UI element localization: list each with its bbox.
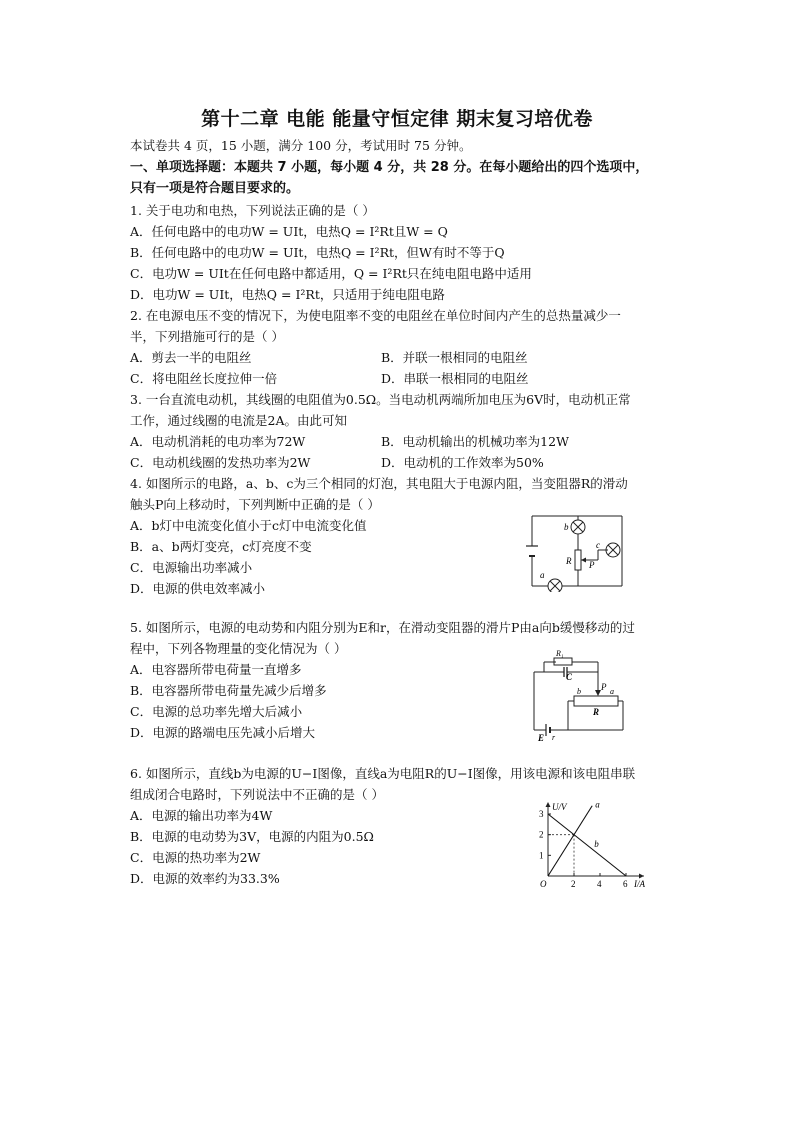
q3-option-a: A．电动机消耗的电功率为72W xyxy=(130,434,306,449)
q5-stem-line1: 5. 如图所示，电源的电动势和内阻分别为E和r，在滑动变阻器的滑片P由a向b缓慢移动的过 xyxy=(130,620,635,635)
q3-stem-line1: 3. 一台直流电动机，其线圈的电阻值为0.5Ω。当电动机两端所加电压为6V时，电动机正常 xyxy=(130,392,631,407)
q2-option-d: D．串联一根相同的电阻丝 xyxy=(381,371,529,386)
q6-option-b: B．电源的电动势为3V，电源的内阻为0.5Ω xyxy=(130,829,374,844)
fig5-label-E: E xyxy=(538,733,545,742)
x-tick-label: 2 xyxy=(571,879,576,889)
fig5-label-P: P xyxy=(601,682,607,692)
q1-stem: 1. 关于电功和电热，下列说法正确的是（ ） xyxy=(130,203,375,218)
y-axis-arrow xyxy=(546,802,551,807)
q2-option-b: B．并联一根相同的电阻丝 xyxy=(381,350,528,365)
section-heading-line1: 一、单项选择题：本题共 7 小题，每小题 4 分，共 28 分。在每小题给出的四个选项中， xyxy=(130,160,649,175)
q6-option-c: C．电源的热功率为2W xyxy=(130,850,261,865)
x-tick-label: 6 xyxy=(623,879,628,889)
series-label-a: a xyxy=(595,799,600,810)
q5-option-b: B．电容器所带电荷量先减少后增多 xyxy=(130,683,327,698)
q3-stem-line2: 工作，通过线圈的电流是2A。由此可知 xyxy=(130,413,347,428)
series-line-a xyxy=(548,806,592,876)
q2-option-c: C．将电阻丝长度拉伸一倍 xyxy=(130,371,278,386)
origin-label: O xyxy=(540,879,547,889)
q6-ui-chart xyxy=(532,798,654,890)
y-axis-label: U/V xyxy=(552,802,567,812)
q1-option-d: D．电功W = UIt，电热Q = I²Rt，只适用于纯电阻电路 xyxy=(130,287,445,302)
q6-stem-line2: 组成闭合电路时，下列说法中不正确的是（ ） xyxy=(130,787,384,802)
fig4-label-c: c xyxy=(596,540,600,550)
q5-option-c: C．电源的总功率先增大后减小 xyxy=(130,704,303,719)
fig5-label-R1: R₁ xyxy=(556,650,564,658)
y-tick-label: 2 xyxy=(539,829,544,840)
fig4-label-R: R xyxy=(566,556,572,566)
fig4-label-a: a xyxy=(540,570,545,580)
fig4-label-P: P xyxy=(589,560,595,570)
fig5-label-R: R xyxy=(593,707,600,717)
y-tick-label: 3 xyxy=(539,809,544,819)
q4-circuit-diagram xyxy=(518,510,633,592)
q2-stem-line2: 半，下列措施可行的是（ ） xyxy=(130,329,284,344)
fig4-label-b: b xyxy=(564,522,569,532)
q6-option-a: A．电源的输出功率为4W xyxy=(130,808,273,823)
q5-circuit-diagram xyxy=(528,650,628,742)
series-line-b xyxy=(548,814,626,876)
q4-option-a: A．b灯中电流变化值小于c灯中电流变化值 xyxy=(130,518,367,533)
x-axis-arrow xyxy=(639,874,644,879)
fig5-label-C: C xyxy=(566,672,573,682)
q1-option-a: A．任何电路中的电功W = UIt，电热Q = I²Rt且W = Q xyxy=(130,224,448,239)
q4-option-d: D．电源的供电效率减小 xyxy=(130,581,266,596)
q3-option-b: B．电动机输出的机械功率为12W xyxy=(381,434,569,449)
q5-option-d: D．电源的路端电压先减小后增大 xyxy=(130,725,316,740)
q5-stem-line2: 程中，下列各物理量的变化情况为（ ） xyxy=(130,641,347,656)
page-title: 第十二章 电能 能量守恒定律 期末复习培优卷 xyxy=(201,108,593,130)
q4-stem-line2: 触头P向上移动时，下列判断中正确的是（ ） xyxy=(130,497,380,512)
section-heading-line2: 只有一项是符合题目要求的。 xyxy=(130,181,300,196)
x-axis-label: I/A xyxy=(634,879,645,889)
exam-intro: 本试卷共 4 页，15 小题，满分 100 分，考试用时 75 分钟。 xyxy=(130,138,472,153)
y-tick-label: 1 xyxy=(539,850,544,861)
q4-stem-line1: 4. 如图所示的电路，a、b、c为三个相同的灯泡，其电阻大于电源内阻，当变阻器R的滑动 xyxy=(130,476,628,491)
q6-stem-line1: 6. 如图所示，直线b为电源的U−I图像，直线a为电阻R的U−I图像，用该电源和该电阻串联 xyxy=(130,766,636,781)
series-label-b: b xyxy=(594,838,599,849)
q1-option-c: C．电功W = UIt在任何电路中都适用，Q = I²Rt只在纯电阻电路中适用 xyxy=(130,266,532,281)
q5-option-a: A．电容器所带电荷量一直增多 xyxy=(130,662,302,677)
q6-option-d: D．电源的效率约为33.3% xyxy=(130,871,280,886)
fig5-label-r: r xyxy=(552,733,556,742)
x-tick-label: 4 xyxy=(597,879,602,889)
q3-option-d: D．电动机的工作效率为50% xyxy=(381,455,544,470)
q3-option-c: C．电动机线圈的发热功率为2W xyxy=(130,455,311,470)
fig5-label-a: a xyxy=(610,687,614,696)
q4-option-c: C．电源输出功率减小 xyxy=(130,560,253,575)
q1-option-b: B．任何电路中的电功W = UIt，电热Q = I²Rt，但W有时不等于Q xyxy=(130,245,505,260)
fig5-label-b: b xyxy=(577,687,581,696)
q2-stem-line1: 2. 在电源电压不变的情况下，为使电阻率不变的电阻丝在单位时间内产生的总热量减少一 xyxy=(130,308,621,323)
q2-option-a: A．剪去一半的电阻丝 xyxy=(130,350,252,365)
q4-option-b: B．a、b两灯变亮，c灯亮度不变 xyxy=(130,539,312,554)
